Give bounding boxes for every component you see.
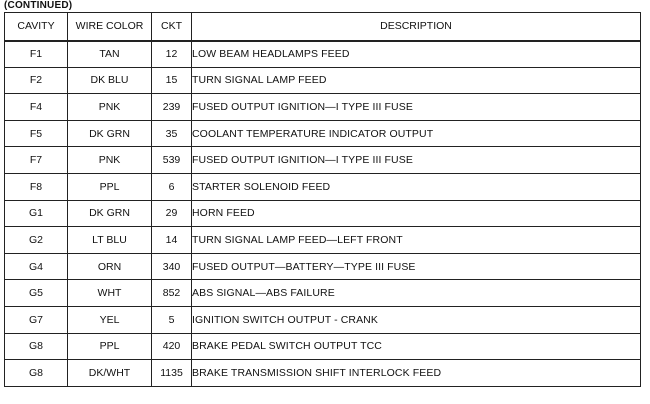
cell-ckt: 15 xyxy=(152,67,192,94)
cell-description: BRAKE PEDAL SWITCH OUTPUT TCC xyxy=(192,333,641,360)
cell-wire-color: DK GRN xyxy=(68,120,152,147)
cell-description: COOLANT TEMPERATURE INDICATOR OUTPUT xyxy=(192,120,641,147)
cell-description: ABS SIGNAL—ABS FAILURE xyxy=(192,280,641,307)
cell-wire-color: DK BLU xyxy=(68,67,152,94)
continued-note: (CONTINUED) xyxy=(4,0,73,11)
cell-wire-color: WHT xyxy=(68,280,152,307)
cell-ckt: 1135 xyxy=(152,360,192,387)
cell-wire-color: ORN xyxy=(68,253,152,280)
table-row xyxy=(5,227,641,254)
cell-wire-color: DK/WHT xyxy=(68,360,152,387)
table-row xyxy=(5,67,641,94)
cell-cavity: G7 xyxy=(5,306,68,333)
cell-cavity: G1 xyxy=(5,200,68,227)
table-row xyxy=(5,306,641,333)
column-header-wire-color: WIRE COLOR xyxy=(68,13,152,41)
cell-description: TURN SIGNAL LAMP FEED—LEFT FRONT xyxy=(192,227,641,254)
cell-ckt: 12 xyxy=(152,41,192,68)
cell-ckt: 29 xyxy=(152,200,192,227)
cell-wire-color: PPL xyxy=(68,173,152,200)
cell-cavity: G5 xyxy=(5,280,68,307)
table-body xyxy=(5,41,641,387)
cell-ckt: 239 xyxy=(152,94,192,121)
table-row xyxy=(5,360,641,387)
cell-ckt: 420 xyxy=(152,333,192,360)
cell-description: FUSED OUTPUT—BATTERY—TYPE III FUSE xyxy=(192,253,641,280)
table-row xyxy=(5,120,641,147)
cell-ckt: 5 xyxy=(152,306,192,333)
cell-description: IGNITION SWITCH OUTPUT - CRANK xyxy=(192,306,641,333)
cell-wire-color: PNK xyxy=(68,94,152,121)
table-header-row xyxy=(5,13,641,41)
cell-cavity: G8 xyxy=(5,333,68,360)
table-row xyxy=(5,253,641,280)
table-row xyxy=(5,147,641,174)
table-row xyxy=(5,173,641,200)
cell-description: STARTER SOLENOID FEED xyxy=(192,173,641,200)
cell-description: FUSED OUTPUT IGNITION—I TYPE III FUSE xyxy=(192,94,641,121)
cell-wire-color: PNK xyxy=(68,147,152,174)
cell-cavity: F5 xyxy=(5,120,68,147)
cell-cavity: F2 xyxy=(5,67,68,94)
cell-cavity: G4 xyxy=(5,253,68,280)
table-row xyxy=(5,41,641,68)
cell-wire-color: LT BLU xyxy=(68,227,152,254)
cell-ckt: 35 xyxy=(152,120,192,147)
cell-wire-color: TAN xyxy=(68,41,152,68)
cell-ckt: 539 xyxy=(152,147,192,174)
cell-cavity: F7 xyxy=(5,147,68,174)
cell-cavity: F4 xyxy=(5,94,68,121)
cell-ckt: 852 xyxy=(152,280,192,307)
column-header-cavity: CAVITY xyxy=(5,13,68,41)
cell-ckt: 340 xyxy=(152,253,192,280)
table-row xyxy=(5,94,641,121)
column-header-description: DESCRIPTION xyxy=(192,13,641,41)
cell-description: LOW BEAM HEADLAMPS FEED xyxy=(192,41,641,68)
cell-ckt: 14 xyxy=(152,227,192,254)
cell-wire-color: PPL xyxy=(68,333,152,360)
column-header-ckt: CKT xyxy=(152,13,192,41)
cell-cavity: F1 xyxy=(5,41,68,68)
table-row xyxy=(5,333,641,360)
table-row xyxy=(5,200,641,227)
cell-wire-color: DK GRN xyxy=(68,200,152,227)
connector-table xyxy=(4,12,641,387)
cell-ckt: 6 xyxy=(152,173,192,200)
cell-description: HORN FEED xyxy=(192,200,641,227)
cell-cavity: F8 xyxy=(5,173,68,200)
cell-cavity: G8 xyxy=(5,360,68,387)
cell-description: TURN SIGNAL LAMP FEED xyxy=(192,67,641,94)
cell-wire-color: YEL xyxy=(68,306,152,333)
cell-description: FUSED OUTPUT IGNITION—I TYPE III FUSE xyxy=(192,147,641,174)
table-row xyxy=(5,280,641,307)
cell-description: BRAKE TRANSMISSION SHIFT INTERLOCK FEED xyxy=(192,360,641,387)
cell-cavity: G2 xyxy=(5,227,68,254)
